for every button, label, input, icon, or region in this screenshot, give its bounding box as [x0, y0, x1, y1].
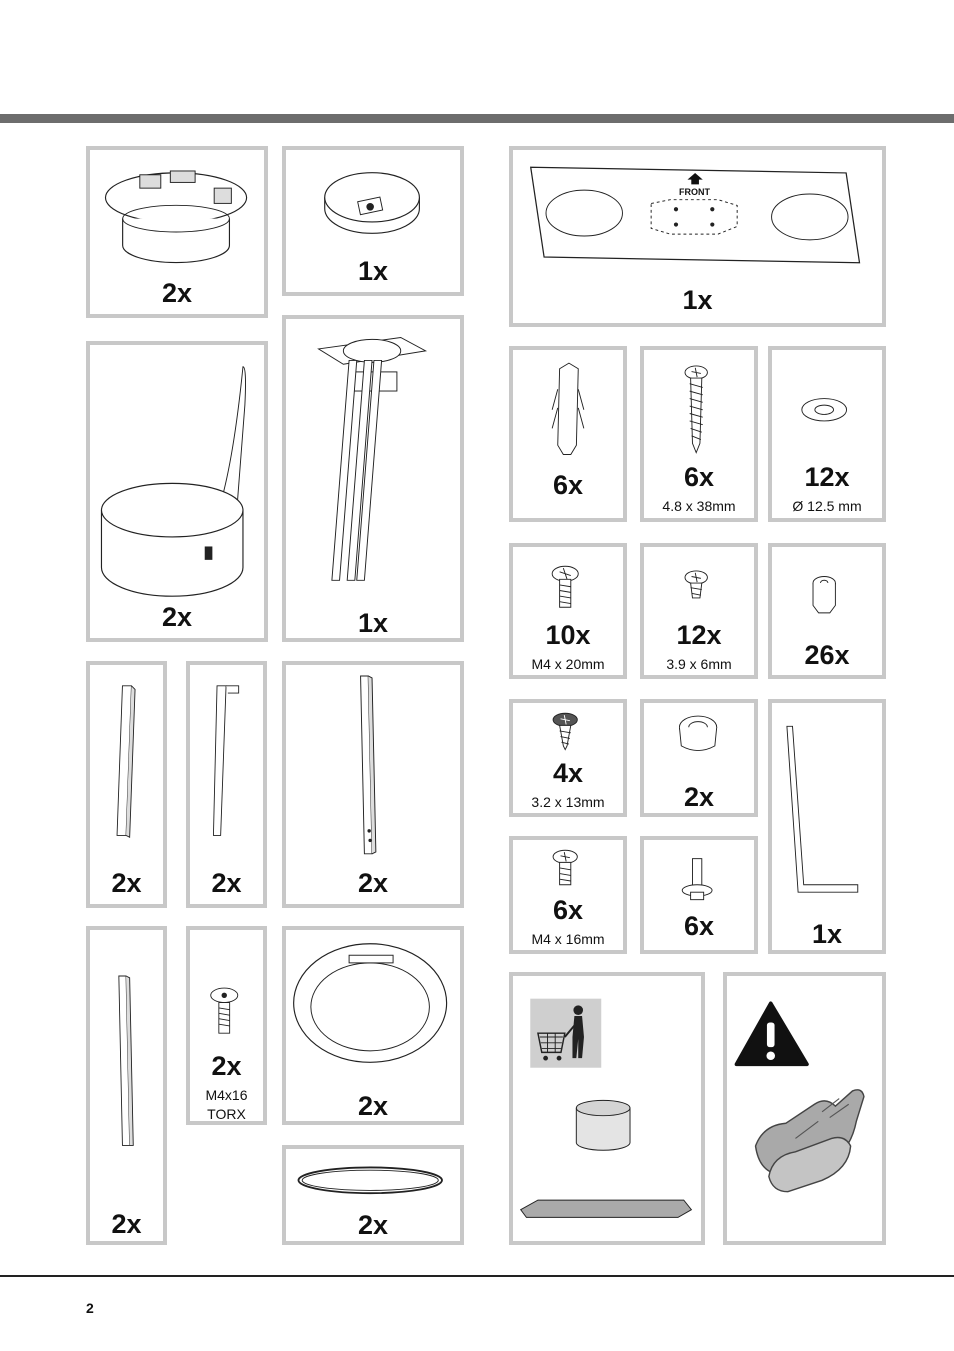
- quantity-label: 12x: [676, 620, 722, 650]
- quantity-label: 2x: [357, 868, 389, 898]
- gloves-icon: [756, 1090, 864, 1192]
- quantity-label: 6x: [552, 895, 584, 925]
- spec-label: Ø 12.5 mm: [792, 498, 862, 514]
- protective-sheet-icon: [521, 1200, 692, 1217]
- part-trim-ring: [282, 926, 464, 1125]
- quantity-label: 2x: [211, 1051, 242, 1081]
- chimney-base-illustration: [90, 345, 264, 638]
- part-grommet: [640, 699, 758, 817]
- part-screw-3-9x6: [640, 543, 758, 679]
- allen-key-illustration: [772, 703, 882, 950]
- part-ceiling-plate: [282, 146, 464, 296]
- part-hood-template: [509, 146, 886, 327]
- part-allen-key: [768, 699, 886, 954]
- quantity-label: 2x: [211, 868, 242, 898]
- wood-screw-illustration: [644, 350, 754, 518]
- part-wall-plug: [509, 346, 627, 522]
- header-bar: [0, 114, 954, 123]
- part-torx-screw: [186, 926, 267, 1125]
- quantity-label: 1x: [357, 608, 389, 638]
- support-frame-illustration: [286, 319, 460, 638]
- spec-label: M4x16: [205, 1087, 248, 1103]
- spec-label: 3.9 x 6mm: [666, 656, 732, 672]
- rail-c-illustration: [90, 930, 163, 1241]
- quantity-label: 1x: [357, 256, 389, 286]
- quantity-label: 2x: [111, 1209, 142, 1239]
- part-wood-screw: [640, 346, 758, 522]
- part-long-rail: [282, 661, 464, 908]
- safety-illustration: [727, 976, 882, 1241]
- part-cap-mount: [86, 146, 268, 318]
- panel-supplies: [509, 972, 705, 1245]
- quantity-label: 12x: [804, 462, 850, 492]
- quantity-label: 6x: [683, 911, 715, 941]
- part-screw-m4x20: [509, 543, 627, 679]
- spec-label: M4 x 16mm: [531, 931, 605, 947]
- quantity-label: 2x: [111, 868, 142, 898]
- front-label: FRONT: [679, 187, 710, 197]
- page-number: 2: [86, 1300, 94, 1316]
- washer-illustration: [772, 350, 882, 518]
- part-seal-ring: [282, 1145, 464, 1245]
- spec-label: 4.8 x 38mm: [662, 498, 736, 514]
- spec-label-2: TORX: [207, 1106, 246, 1122]
- quantity-label: 2x: [161, 278, 193, 308]
- quantity-label: 1x: [682, 285, 713, 315]
- person-icon: [573, 1005, 583, 1015]
- supplies-illustration: [513, 976, 701, 1241]
- panel-safety: [723, 972, 886, 1245]
- quantity-label: 2x: [683, 782, 715, 812]
- quantity-label: 1x: [811, 919, 843, 949]
- quantity-label: 2x: [357, 1210, 389, 1240]
- part-washer: [768, 346, 886, 522]
- part-chimney-base: [86, 341, 268, 642]
- quantity-label: 6x: [552, 470, 584, 500]
- quantity-label: 6x: [683, 462, 715, 492]
- part-support-frame: [282, 315, 464, 642]
- part-rail-b: [186, 661, 267, 908]
- warning-icon: [737, 1003, 807, 1064]
- quantity-label: 10x: [545, 620, 591, 650]
- part-rail-a: [86, 661, 167, 908]
- part-screw-3-2x13: [509, 699, 627, 817]
- spec-label: M4 x 20mm: [531, 656, 605, 672]
- footer-rule: [0, 1275, 954, 1277]
- quantity-label: 2x: [357, 1091, 389, 1121]
- spec-label: 3.2 x 13mm: [531, 794, 605, 810]
- part-spacer: [768, 543, 886, 679]
- quantity-label: 2x: [161, 602, 193, 632]
- quantity-label: 4x: [552, 758, 584, 788]
- quantity-label: 26x: [804, 640, 850, 670]
- part-stud-bolt: [640, 836, 758, 954]
- part-rail-c: [86, 926, 167, 1245]
- part-screw-m4x16: [509, 836, 627, 954]
